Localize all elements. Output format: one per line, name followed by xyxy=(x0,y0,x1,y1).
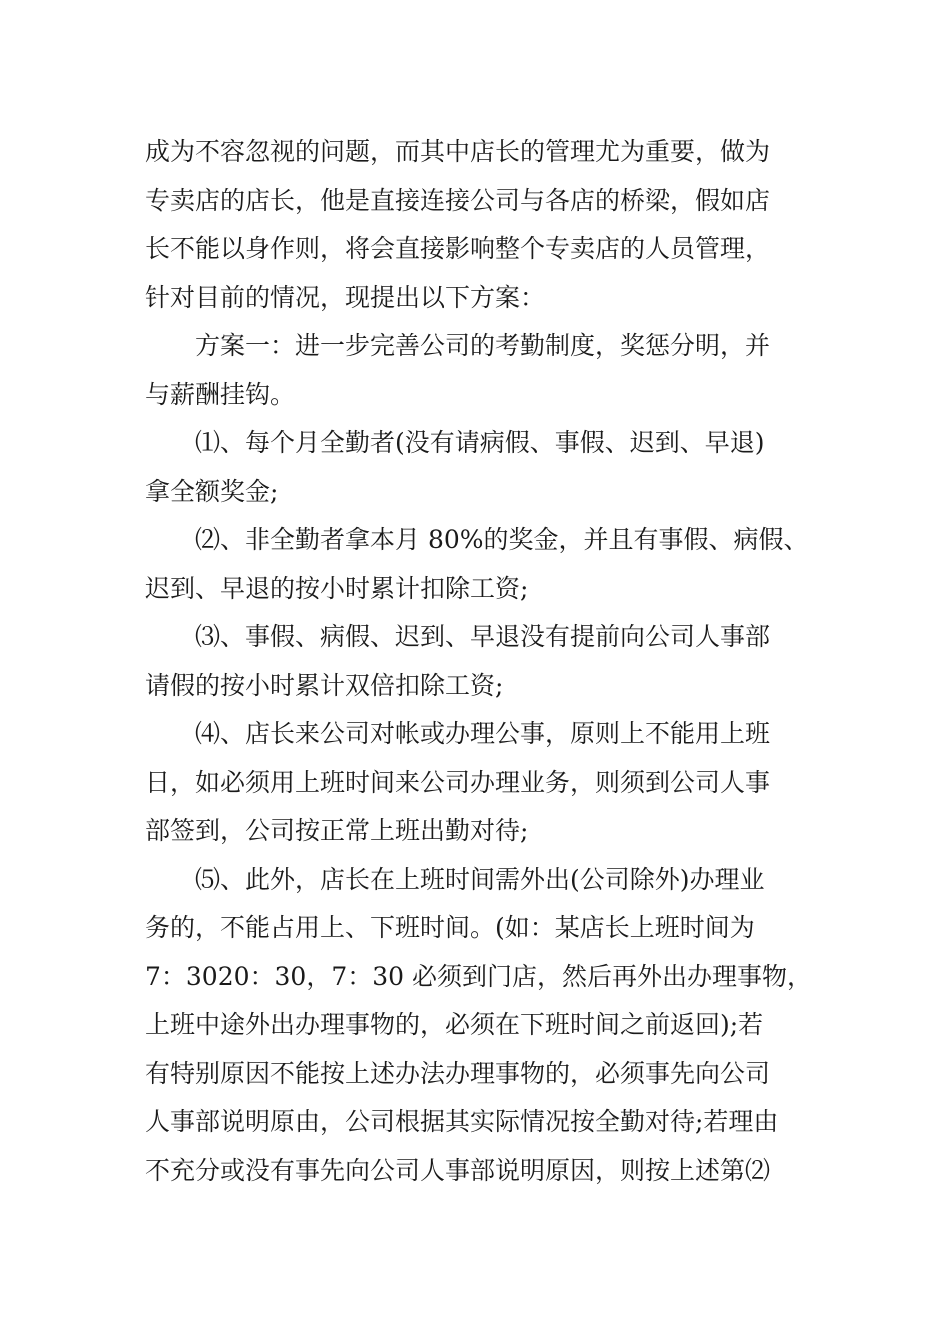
text-line: 成为不容忽视的问题，而其中店长的管理尤为重要，做为 xyxy=(145,137,771,166)
text-line: 针对目前的情况，现提出以下方案： xyxy=(145,282,546,312)
paragraph-first-line: ⑵、非全勤者拿本月 80%的奖金，并且有事假、病假、 xyxy=(195,525,809,554)
text-line: 部签到，公司按正常上班出勤对待; xyxy=(145,816,529,845)
paragraph-first-line: ⑴、每个月全勤者(没有请病假、事假、迟到、早退) xyxy=(195,428,765,457)
text-line: 专卖店的店长，他是直接连接公司与各店的桥梁，假如店 xyxy=(145,185,771,215)
text-line: 与薪酬挂钩。 xyxy=(145,379,296,409)
text-line: 迟到、早退的按小时累计扣除工资; xyxy=(145,573,529,603)
text-line: 有特别原因不能按上述办法办理事物的，必须事先向公司 xyxy=(145,1058,771,1088)
text-line: 请假的按小时累计双倍扣除工资; xyxy=(145,670,504,700)
text-line: 人事部说明原由，公司根据其实际情况按全勤对待;若理由 xyxy=(145,1107,779,1136)
text-line: 拿全额奖金; xyxy=(145,476,279,506)
text-line: 7：3020：30，7：30 必须到门店，然后再外出办理事物， xyxy=(145,961,813,991)
document-body xyxy=(145,128,813,1195)
paragraph-first-line: ⑷、店长来公司对帐或办理公事，原则上不能用上班 xyxy=(195,719,771,748)
text-line: 务的，不能占用上、下班时间。(如：某店长上班时间为 xyxy=(145,913,755,942)
paragraph-first-line: ⑸、此外，店长在上班时间需外出(公司除外)办理业 xyxy=(195,864,765,894)
text-line: 上班中途外出办理事物的，必须在下班时间之前返回);若 xyxy=(145,1010,764,1039)
text-line: 不充分或没有事先向公司人事部说明原因，则按上述第⑵ xyxy=(145,1155,771,1185)
text-line: 长不能以身作则，将会直接影响整个专卖店的人员管理， xyxy=(145,234,771,263)
text-line: 日，如必须用上班时间来公司办理业务，则须到公司人事 xyxy=(145,767,771,797)
paragraph-first-line: 方案一：进一步完善公司的考勤制度，奖惩分明，并 xyxy=(195,331,771,360)
paragraph-first-line: ⑶、事假、病假、迟到、早退没有提前向公司人事部 xyxy=(195,622,771,651)
